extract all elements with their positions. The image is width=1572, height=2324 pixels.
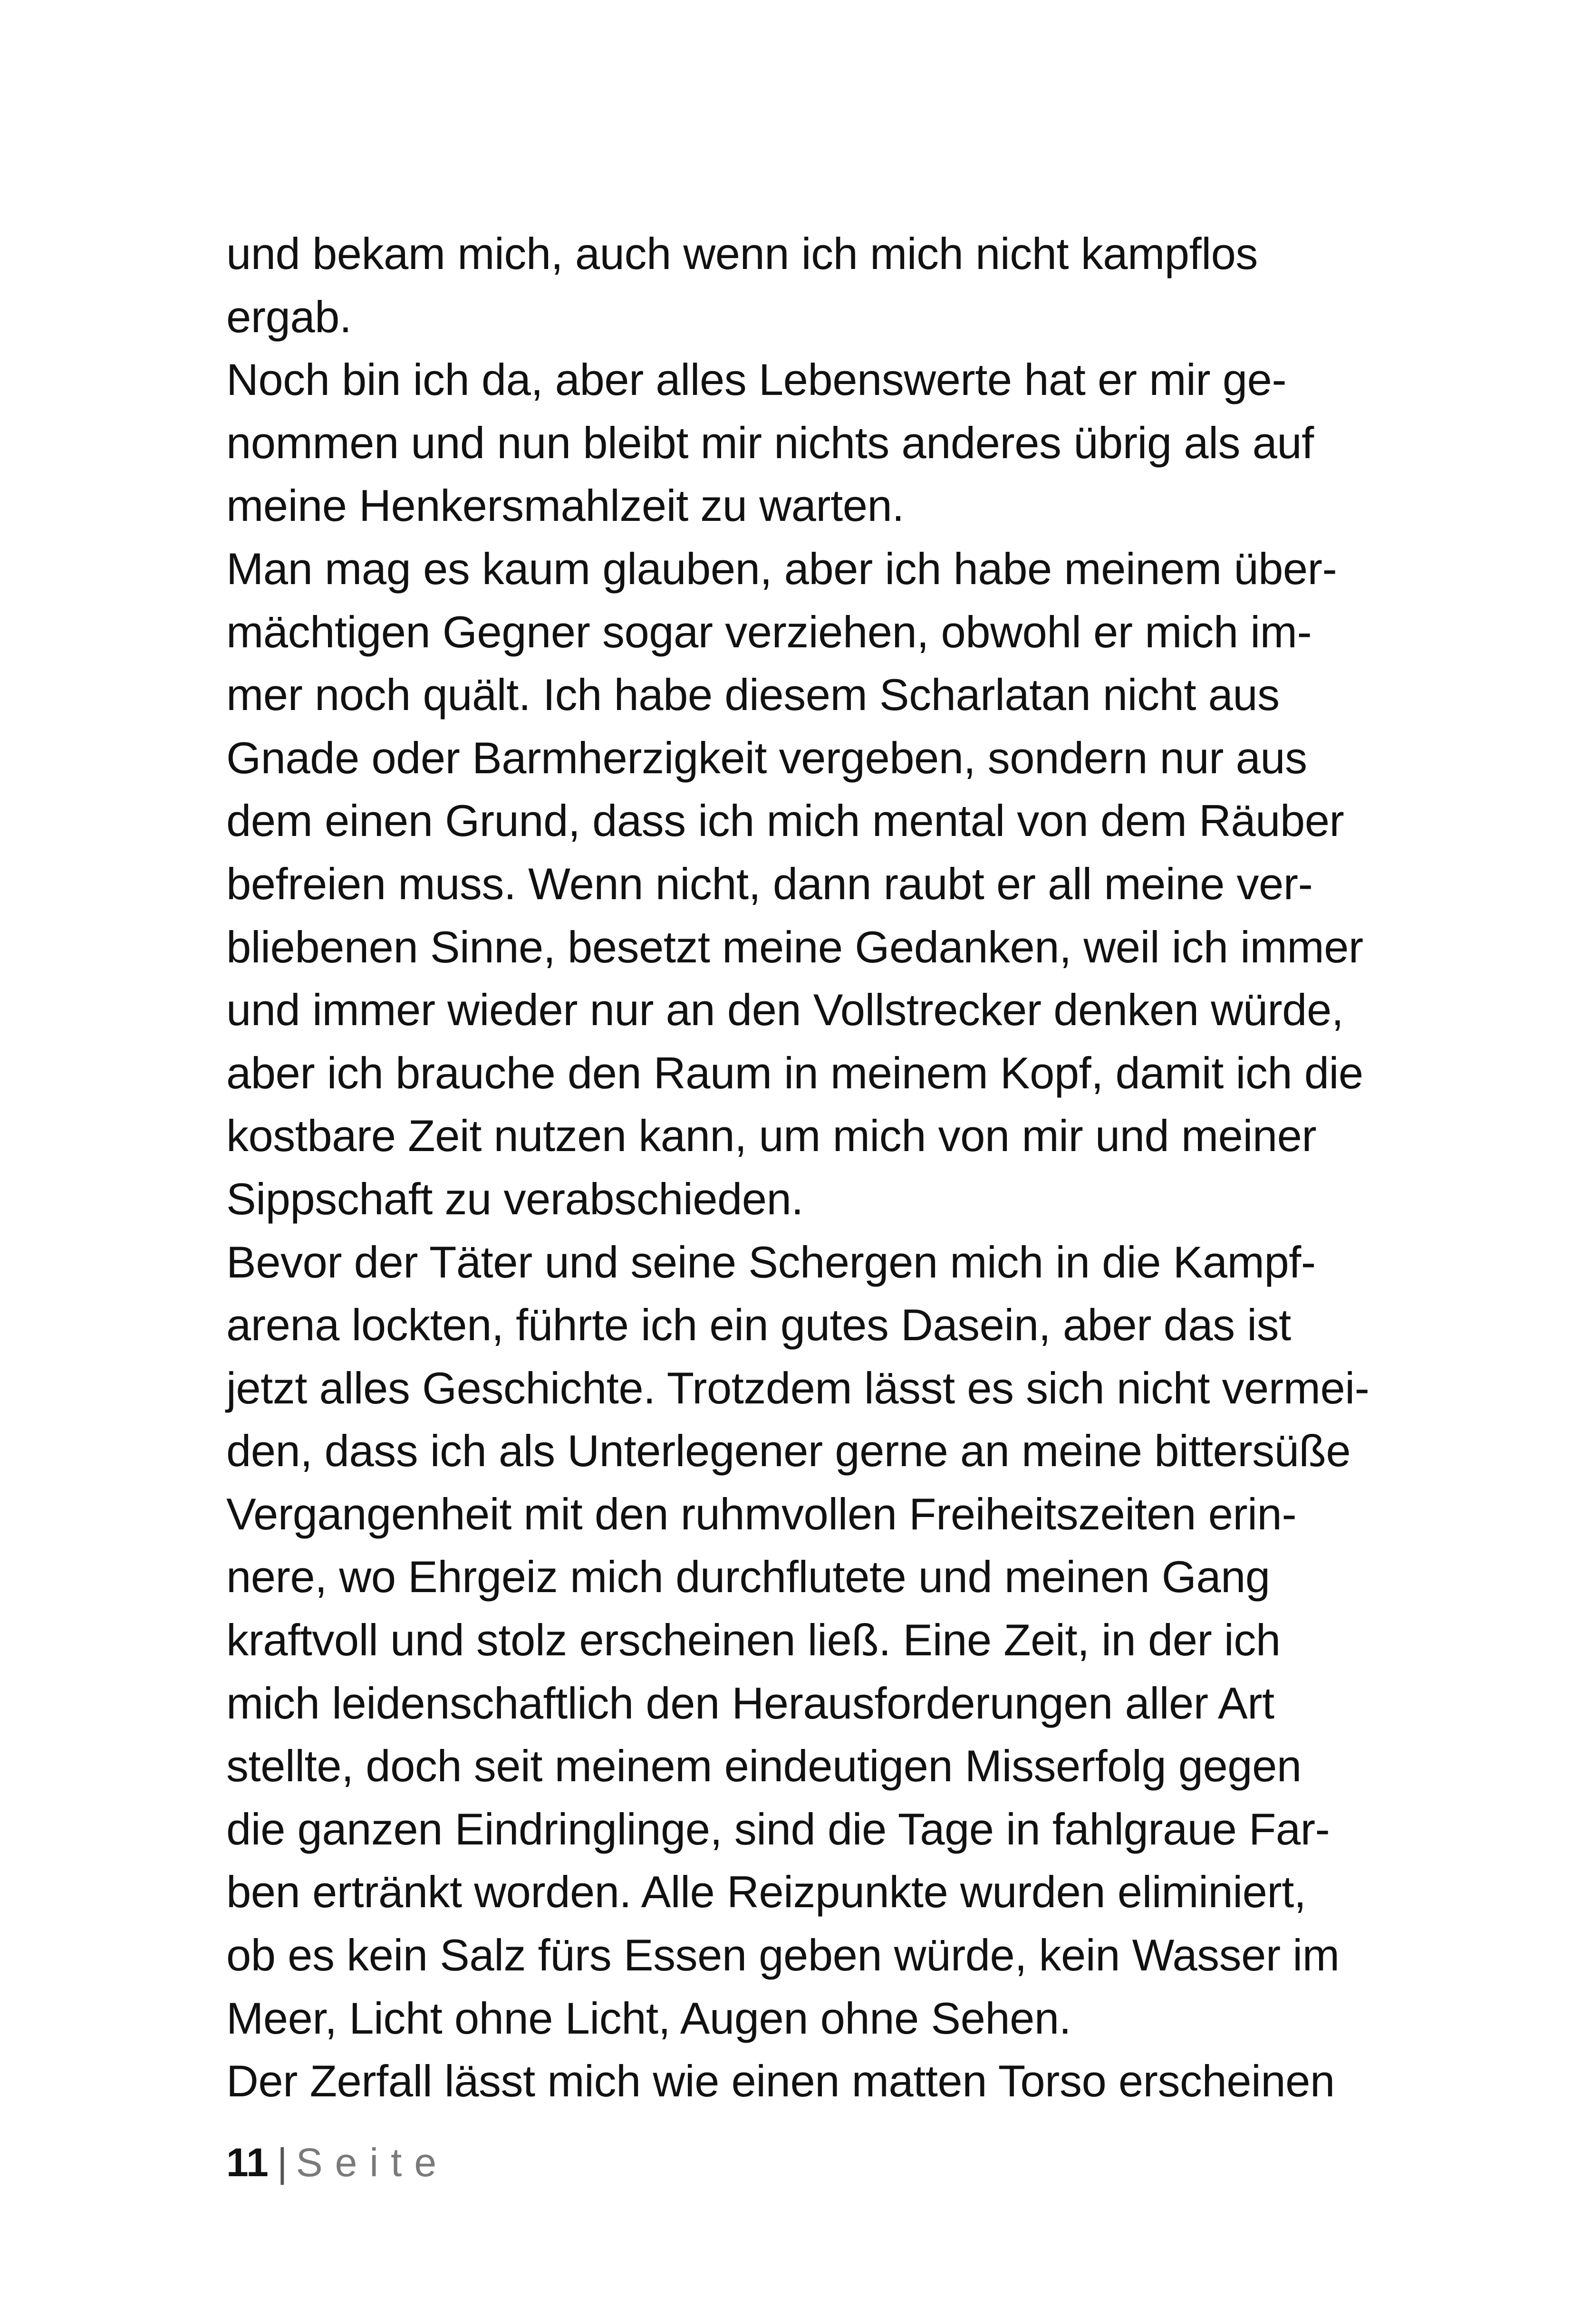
text-line: Man mag es kaum glauben, aber ich habe meinem über- bbox=[226, 543, 1337, 594]
text-line: dem einen Grund, dass ich mich mental von dem Räuber bbox=[226, 796, 1344, 846]
text-line: Meer, Licht ohne Licht, Augen ohne Sehen. bbox=[226, 1993, 1071, 2043]
body-text bbox=[226, 222, 1367, 2113]
text-line: Bevor der Täter und seine Schergen mich in die Kampf- bbox=[226, 1237, 1316, 1287]
text-line: aber ich brauche den Raum in meinem Kopf, damit ich die bbox=[226, 1047, 1363, 1098]
text-line: und bekam mich, auch wenn ich mich nicht kampflos bbox=[226, 229, 1258, 278]
text-line: meine Henkersmahlzeit zu warten. bbox=[226, 480, 904, 531]
text-line: ergab. bbox=[226, 291, 352, 342]
text-line: kostbare Zeit nutzen kann, um mich von mir und meiner bbox=[226, 1111, 1317, 1161]
text-line: befreien muss. Wenn nicht, dann raubt er all meine ver- bbox=[226, 858, 1313, 909]
text-line: bliebenen Sinne, besetzt meine Gedanken, weil ich immer bbox=[226, 922, 1363, 972]
text-line: arena lockten, führte ich ein gutes Dasein, aber das ist bbox=[226, 1300, 1291, 1350]
text-line: Noch bin ich da, aber alles Lebenswerte hat er mir ge- bbox=[226, 355, 1287, 405]
page-footer bbox=[226, 2139, 449, 2186]
text-line: Der Zerfall lässt mich wie einen matten Torso erscheinen bbox=[226, 2056, 1335, 2106]
text-line: Vergangenheit mit den ruhmvollen Freiheitszeiten erin- bbox=[226, 1489, 1297, 1539]
text-line: Sippschaft zu verabschieden. bbox=[226, 1173, 803, 1224]
footer-separator: | bbox=[277, 2140, 288, 2185]
text-line: nere, wo Ehrgeiz mich durchflutete und meinen Gang bbox=[226, 1552, 1270, 1602]
text-line: mer noch quält. Ich habe diesem Scharlatan nicht aus bbox=[226, 670, 1280, 720]
page-label: Seite bbox=[296, 2140, 449, 2185]
text-line: kraftvoll und stolz erscheinen ließ. Eine Zeit, in der ich bbox=[226, 1615, 1281, 1665]
text-line: nommen und nun bleibt mir nichts anderes übrig als auf bbox=[226, 417, 1314, 468]
text-line: und immer wieder nur an den Vollstrecker denken würde, bbox=[226, 985, 1344, 1035]
text-line: jetzt alles Geschichte. Trotzdem lässt es sich nicht vermei- bbox=[226, 1363, 1369, 1413]
text-line: mächtigen Gegner sogar verziehen, obwohl er mich im- bbox=[226, 606, 1312, 657]
text-line: Gnade oder Barmherzigkeit vergeben, sondern nur aus bbox=[226, 732, 1307, 783]
text-line: ob es kein Salz fürs Essen geben würde, kein Wasser im bbox=[226, 1930, 1340, 1980]
text-line: die ganzen Eindringlinge, sind die Tage in fahlgraue Far- bbox=[226, 1804, 1330, 1854]
text-line: mich leidenschaftlich den Herausforderungen aller Art bbox=[226, 1678, 1274, 1728]
text-line: den, dass ich als Unterlegener gerne an meine bittersüße bbox=[226, 1426, 1351, 1476]
text-line: ben ertränkt worden. Alle Reizpunkte wurden eliminiert, bbox=[226, 1867, 1306, 1917]
text-line: stellte, doch seit meinem eindeutigen Misserfolg gegen bbox=[226, 1741, 1302, 1791]
page-number: 11 bbox=[226, 2140, 269, 2185]
